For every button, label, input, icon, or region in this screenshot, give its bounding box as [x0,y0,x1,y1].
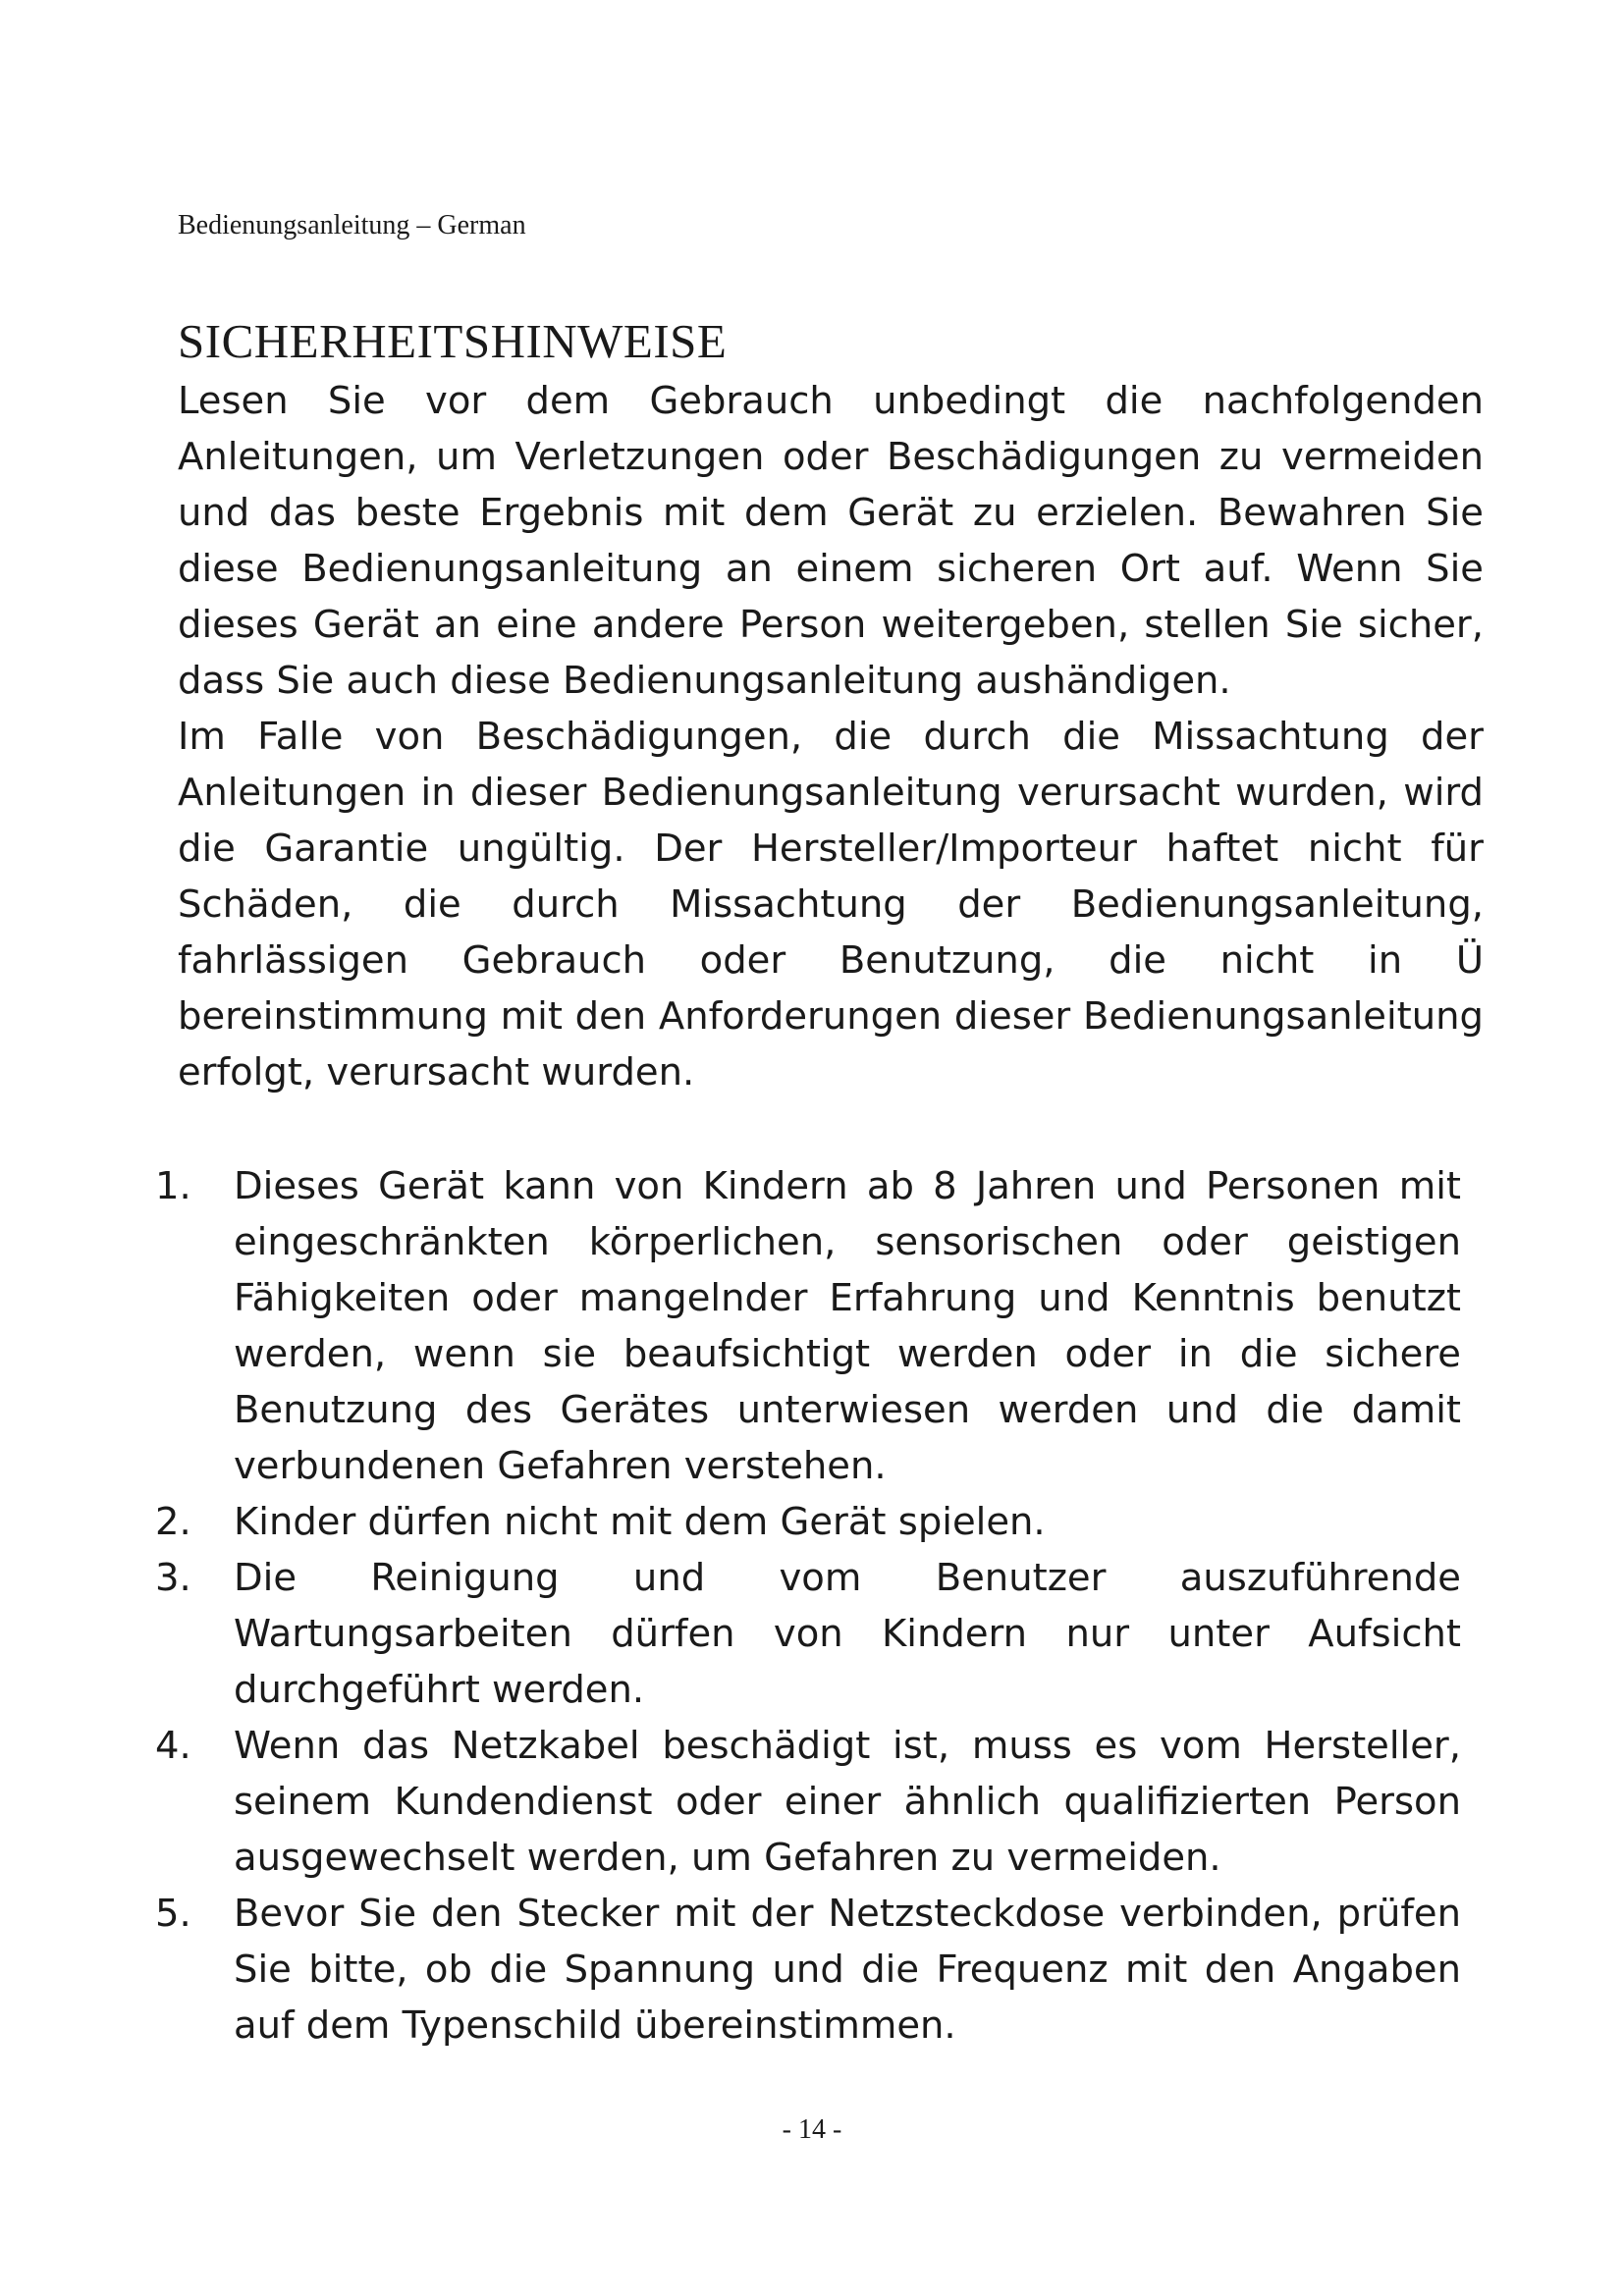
running-header: Bedienungsanleitung – German [178,210,526,240]
list-item-number: 2. [155,1500,191,1544]
list-item-number: 3. [155,1556,191,1600]
list-item [155,1158,1461,1494]
list-item-text: Die Reinigung und vom Benutzer auszuführende Wartungsarbeiten dürfen von Kindern nur unter Aufsicht durchgeführt werden. [234,1556,1461,1712]
list-item-text: Wenn das Netzkabel beschädigt ist, muss es vom Hersteller, seinem Kundendienst oder einer ähnlich qualifizierten Person ausgewechselt werden, um Gefahren zu vermeiden. [234,1724,1461,1880]
list-item [155,1550,1461,1718]
section-title: SICHERHEITSHINWEISE [178,314,728,368]
list-item-number: 1. [155,1164,191,1208]
safety-instructions-list [155,1158,1461,2054]
list-item-text: Bevor Sie den Stecker mit der Netzsteckdose verbinden, prüfen Sie bitte, ob die Spannung und die Frequenz mit den Angaben auf dem Typenschild übereinstimmen. [234,1892,1461,2048]
warranty-paragraph: Im Falle von Beschädigungen, die durch die Missachtung der Anleitungen in dieser Bedienungsanleitung verursacht wurden, wird die Garantie ungültig. Der Hersteller/Importeur haftet nicht für Schäden, die durch Missachtung der Bedienungsanleitung, fahrlässigen Gebrauch oder Benutzung, die nicht in Ü bereinstimmung mit den Anforderungen dieser Bedienungsanleitung erfolgt, verursacht wurden. [178,715,1484,1095]
intro-paragraph: Lesen Sie vor dem Gebrauch unbedingt die nachfolgenden Anleitungen, um Verletzungen oder Beschädigungen zu vermeiden und das beste Ergebnis mit dem Gerät zu erzielen. Bewahren Sie diese Bedienungsanleitung an einem sicheren Ort auf. Wenn Sie dieses Gerät an eine andere Person weitergeben, stellen Sie sicher, dass Sie auch diese Bedienungsanleitung aushändigen. [178,379,1484,703]
page-number: - 14 - [782,2114,842,2145]
intro-text [178,373,1484,1100]
list-item-number: 4. [155,1724,191,1768]
list-item [155,1494,1461,1550]
list-item-number: 5. [155,1892,191,1936]
list-item-text: Kinder dürfen nicht mit dem Gerät spielen. [234,1500,1046,1544]
list-item [155,1718,1461,1886]
list-item-text: Dieses Gerät kann von Kindern ab 8 Jahren und Personen mit eingeschränkten körperlichen, sensorischen oder geistigen Fähigkeiten oder mangelnder Erfahrung und Kenntnis benutzt werden, wenn sie beaufsichtigt werden oder in die sichere Benutzung des Gerätes unterwiesen werden und die damit verbundenen Gefahren verstehen. [234,1164,1461,1488]
list-item [155,1886,1461,2054]
